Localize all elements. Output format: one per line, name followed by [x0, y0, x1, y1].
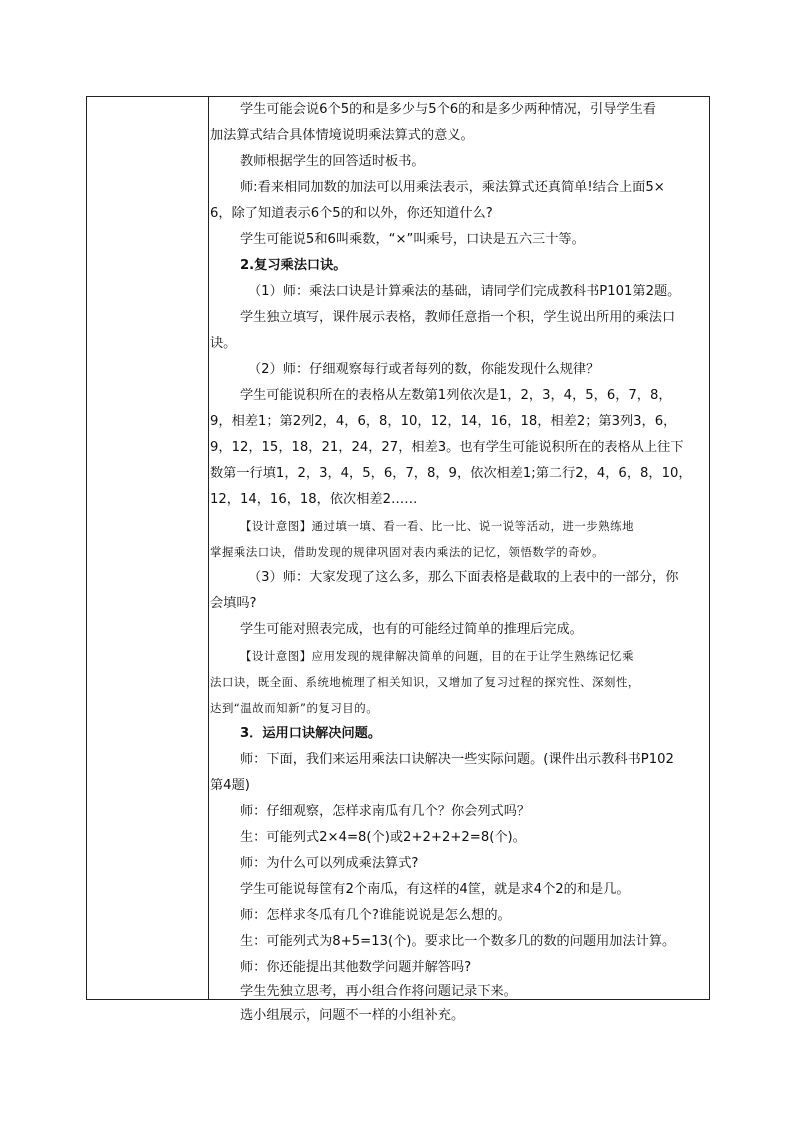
text-line: 教师根据学生的回答适时板书。	[240, 154, 425, 169]
text-line: 师：仔细观察，怎样求南瓜有几个？你会列式吗？	[240, 804, 531, 819]
section-heading: 3．运用口诀解决问题。	[240, 726, 382, 741]
text-line: 数第一行填1，2，3，4，5，6，7，8，9，依次相差1;第二行2，4，6，8，10，	[210, 466, 692, 481]
text-line: 会填吗?	[210, 596, 257, 611]
text-line: 师:看来相同加数的加法可以用乘法表示，乘法算式还真简单!结合上面5×	[240, 180, 665, 195]
text-line: （1）师：乘法口诀是计算乘法的基础，请同学们完成教科书P101第2题。	[248, 284, 681, 299]
text-line: （2）师：仔细观察每行或者每列的数，你能发现什么规律？	[248, 362, 600, 377]
text-line: 加法算式结合具体情境说明乘法算式的意义。	[210, 128, 474, 143]
text-line: 学生先独立思考，再小组合作将问题记录下来。	[240, 984, 517, 999]
text-line: 6，除了知道表示6个5的和以外，你还知道什么?	[210, 206, 493, 221]
text-line: 学生可能说5和6叫乘数，“×”叫乘号，口诀是五六三十等。	[240, 232, 585, 247]
text-line: 生：可能列式2×4=8(个)或2+2+2+2=8(个)。	[240, 830, 526, 845]
design-intent-note: 达到“温故而知新”的复习目的。	[210, 701, 379, 715]
text-line: 第4题)	[210, 778, 250, 793]
text-line: 学生可能说每筐有2个南瓜，有这样的4筐，就是求4个2的和是几。	[240, 882, 630, 897]
design-intent-note: 法口诀，既全面、系统地梳理了相关知识，又增加了复习过程的探究性、深刻性，	[210, 675, 640, 689]
section-heading: 2.复习乘法口诀。	[240, 258, 347, 273]
text-line: 诀。	[210, 336, 237, 351]
design-intent-note: 掌握乘法口诀，借助发现的规律巩固对表内乘法的记忆，领悟数学的奇妙。	[210, 545, 605, 559]
text-line: 学生可能对照表完成，也有的可能经过简单的推理后完成。	[240, 622, 583, 637]
text-line: 学生独立填写，课件展示表格，教师任意指一个积，学生说出所用的乘法口	[240, 310, 676, 325]
lesson-table	[86, 96, 710, 1023]
text-line: 9，相差1；第2列2，4，6，8，10，12，14，16，18，相差2；第3列3，6，	[210, 414, 677, 429]
text-line: （3）师：大家发现了这么多，那么下面表格是截取的上表中的一部分，你	[248, 570, 679, 585]
text-line: 学生可能会说6个5的和是多少与5个6的和是多少两种情况，引导学生看	[240, 102, 656, 117]
design-intent-note: 【设计意图】通过填一填、看一看、比一比、说一说等活动，进一步熟练地	[240, 519, 635, 533]
text-line: 9，12，15，18，21，24，27，相差3。也有学生可能说积所在的表格从上往下	[210, 440, 684, 455]
text-line: 12，14，16，18，依次相差2……	[210, 492, 418, 507]
column-divider	[208, 97, 209, 999]
text-line: 师：为什么可以列成乘法算式?	[240, 856, 419, 871]
text-line: 师：你还能提出其他数学问题并解答吗?	[240, 960, 472, 975]
design-intent-note: 【设计意图】应用发现的规律解决简单的问题，目的在于让学生熟练记忆乘	[240, 649, 635, 663]
text-line: 师：下面，我们来运用乘法口诀解决一些实际问题。(课件出示教科书P102	[240, 752, 674, 767]
text-line: 生：可能列式为8+5=13(个)。要求比一个数多几的数的问题用加法计算。	[240, 934, 676, 949]
text-line: 选小组展示，问题不一样的小组补充。	[240, 1008, 465, 1023]
text-line: 学生可能说积所在的表格从左数第1列依次是1，2，3，4，5，6，7，8，	[240, 388, 672, 403]
text-line: 师：怎样求冬瓜有几个?谁能说说是怎么想的。	[240, 908, 511, 923]
